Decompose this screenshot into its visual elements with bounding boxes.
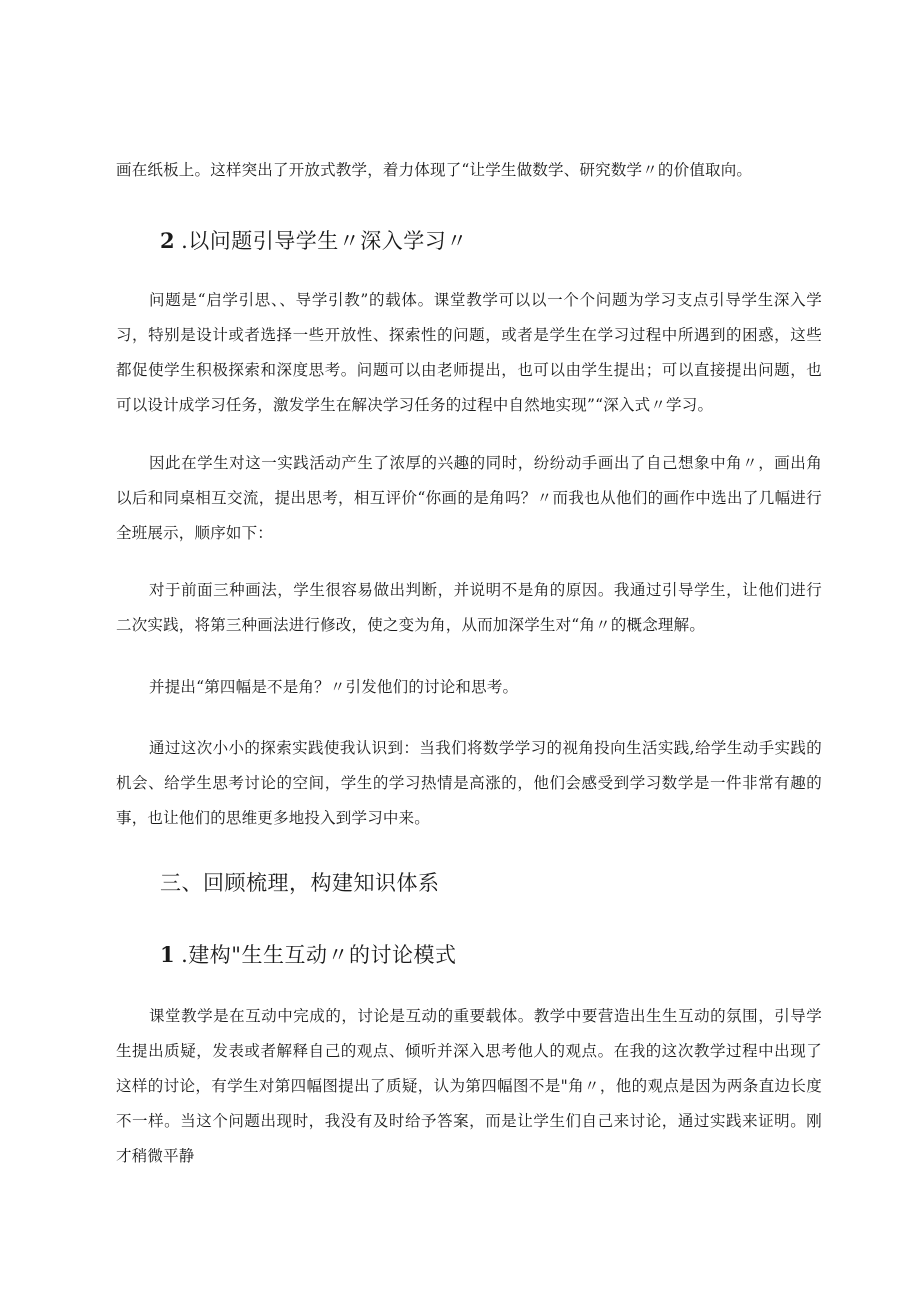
- heading-number: 2: [160, 228, 176, 253]
- section-heading-3: [160, 868, 800, 898]
- section-heading-2: [160, 226, 800, 256]
- heading-title: .建构"生生互动〃的讨论模式: [181, 943, 457, 967]
- paragraph-judgement: 对于前面三种画法，学生很容易做出判断，并说明不是角的原因。我通过引导学生，让他们进行二次实践，将第三种画法进行修改，使之变为角，从而加深学生对“角〃的概念理解。: [116, 581, 822, 634]
- paragraph-questions: 问题是“启学引思、、导学引教”的载体。课堂教学可以以一个个问题为学习支点引导学生深入学习，特别是设计或者选择一些开放性、探索性的问题，或者是学生在学习过程中所遇到的困惑，这些都促使学生积极探索和深度思考。问题可以由老师提出，也可以由学生提出；可以直接提出问题，也可以设计成学习任务，激发学生在解决学习任务的过程中自然地实现”“深入式〃学习。: [116, 291, 822, 414]
- paragraph-continuation: 画在纸板上。这样突出了开放式教学，着力体现了“让学生做数学、研究数学〃的价值取向。: [116, 161, 753, 179]
- heading-title: .以问题引导学生〃深入学习〃: [181, 229, 468, 253]
- paragraph-reflection: 通过这次小小的探索实践使我认识到：当我们将数学学习的视角投向生活实践,给学生动手实践的机会、给学生思考讨论的空间，学生的学习热情是高涨的，他们会感受到学习数学是一件非常有趣的事，也让他们的思维更多地投入到学习中来。: [116, 739, 822, 827]
- paragraph-interaction: 课堂教学是在互动中完成的，讨论是互动的重要载体。教学中要营造出生生互动的氛围，引导学生提出质疑，发表或者解释自己的观点、倾听并深入思考他人的观点。在我的这次教学过程中出现了这样的讨论，有学生对第四幅图提出了质疑，认为第四幅图不是"角〃，他的观点是因为两条直边长度不一样。当这个问题出现时，我没有及时给予答案，而是让学生们自己来讨论，通过实践来证明。刚才稍微平静: [116, 1007, 822, 1165]
- heading-title: 三、回顾梳理，构建知识体系: [160, 871, 440, 895]
- paragraph-practice: 因此在学生对这一实践活动产生了浓厚的兴趣的同时，纷纷动手画出了自己想象中角〃，画出角以后和同桌相互交流，提出思考，相互评价“你画的是角吗？〃而我也从他们的画作中选出了几幅进行全班展示，顺序如下：: [116, 454, 822, 542]
- heading-number: 1: [160, 942, 176, 967]
- section-heading-1: [160, 940, 800, 970]
- paragraph-fourth-question: 并提出“第四幅是不是角？〃引发他们的讨论和思考。: [149, 678, 519, 696]
